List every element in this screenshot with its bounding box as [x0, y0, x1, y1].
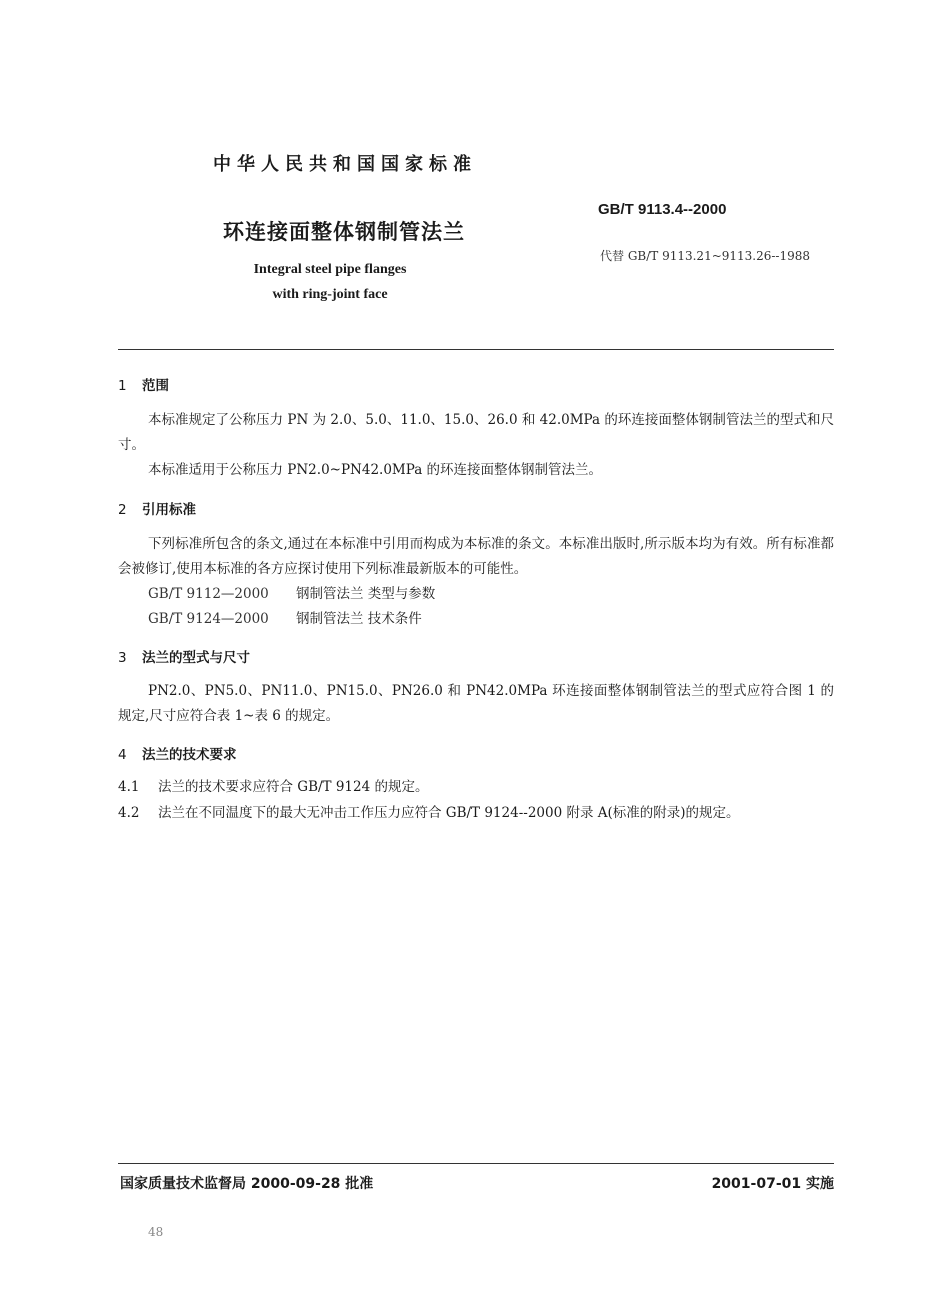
section-2-paragraph-1: 下列标准所包含的条文,通过在本标准中引用而构成为本标准的条文。本标准出版时,所示版本均为有效。所有标准都会被修订,使用本标准的各方应探讨使用下列标准最新版本的可能性。	[118, 536, 834, 577]
implementation-date: 2001-07-01 实施	[711, 1176, 834, 1192]
title-english-line-1: Integral steel pipe flanges	[253, 262, 407, 277]
section-title: 法兰的技术要求	[142, 747, 237, 763]
title-english-line-2: with ring-joint face	[272, 287, 388, 302]
standard-number: GB/T 9113.4--2000	[598, 201, 727, 218]
reference-item	[148, 607, 422, 627]
section-number: 2	[118, 502, 127, 518]
section-1-heading	[118, 374, 169, 394]
header-divider	[118, 349, 834, 350]
section-title: 法兰的型式与尺寸	[142, 650, 250, 666]
section-1-paragraph-2: 本标准适用于公称压力 PN2.0~PN42.0MPa 的环连接面整体钢制管法兰。	[148, 462, 603, 478]
section-title: 范围	[142, 378, 169, 394]
clause-number: 4.1	[118, 779, 140, 795]
approval-date: 国家质量技术监督局 2000-09-28 批准	[120, 1176, 374, 1192]
reference-name: 钢制管法兰 技术条件	[296, 611, 422, 627]
footer-divider	[118, 1163, 834, 1164]
section-2-heading	[118, 498, 196, 518]
reference-name: 钢制管法兰 类型与参数	[296, 586, 436, 602]
reference-item	[148, 582, 435, 602]
section-3-paragraph-1: PN2.0、PN5.0、PN11.0、PN15.0、PN26.0 和 PN42.0MPa 环连接面整体钢制管法兰的型式应符合图 1 的规定,尺寸应符合表 1~表 6 的规定。	[118, 683, 834, 724]
clause-text: 法兰的技术要求应符合 GB/T 9124 的规定。	[158, 779, 429, 795]
clause-4-2	[118, 801, 834, 826]
replaces-note: 代替 GB/T 9113.21~9113.26--1988	[600, 249, 811, 263]
reference-code: GB/T 9124—2000	[148, 611, 269, 627]
reference-code: GB/T 9112—2000	[148, 586, 269, 602]
section-number: 1	[118, 378, 127, 394]
section-1-paragraph-1: 本标准规定了公称压力 PN 为 2.0、5.0、11.0、15.0、26.0 和 42.0MPa 的环连接面整体钢制管法兰的型式和尺寸。	[118, 412, 834, 453]
section-title: 引用标准	[142, 502, 196, 518]
national-standard-title: 中华人民共和国国家标准	[213, 154, 477, 175]
clause-text: 法兰在不同温度下的最大无冲击工作压力应符合 GB/T 9124--2000 附录 A(标准的附录)的规定。	[158, 805, 740, 821]
clause-4-1	[118, 775, 834, 800]
section-number: 4	[118, 747, 127, 763]
page-number: 48	[148, 1225, 164, 1239]
section-3-heading	[118, 646, 250, 666]
title-chinese: 环连接面整体钢制管法兰	[223, 220, 465, 244]
section-4-heading	[118, 743, 237, 763]
clause-number: 4.2	[118, 805, 140, 821]
section-number: 3	[118, 650, 127, 666]
